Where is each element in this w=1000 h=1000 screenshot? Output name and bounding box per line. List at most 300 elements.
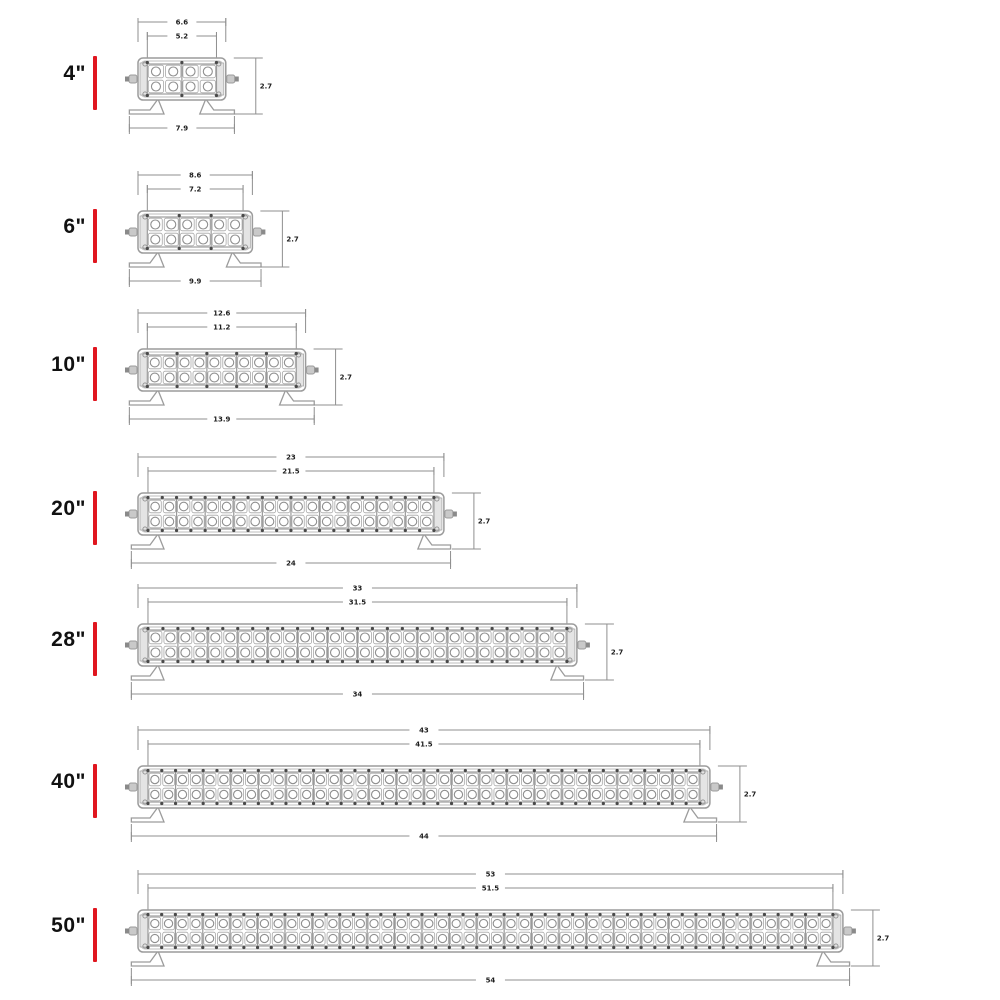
screw-dot <box>326 802 329 805</box>
screw-dot <box>375 529 378 532</box>
screw-dot <box>229 946 232 949</box>
screw-dot <box>206 627 209 630</box>
screw-dot <box>461 946 464 949</box>
screw-dot <box>271 802 274 805</box>
dim-height-label: 2.7 <box>610 648 624 657</box>
screw-dot <box>489 946 492 949</box>
size-label: 40" <box>51 770 86 793</box>
screw-dot <box>431 627 434 630</box>
screw-dot <box>160 946 163 949</box>
dim-mount-width-label: 24 <box>286 559 296 568</box>
screw-dot <box>338 913 341 916</box>
dim-lens-width <box>147 32 216 41</box>
dim-height <box>851 910 890 966</box>
screw-dot <box>175 529 178 532</box>
screw-dot <box>304 529 307 532</box>
screw-dot <box>318 496 321 499</box>
screw-dot <box>598 946 601 949</box>
screw-dot <box>653 913 656 916</box>
screw-dot <box>256 946 259 949</box>
screw-dot <box>160 769 163 772</box>
screw-dot <box>432 496 435 499</box>
mount-feet <box>131 807 716 822</box>
lightbar-row-40 <box>0 447 1000 587</box>
screw-dot <box>653 946 656 949</box>
screw-dot <box>326 627 329 630</box>
side-bolt-tip-left <box>125 785 129 790</box>
screw-dot <box>367 769 370 772</box>
screw-dot <box>340 769 343 772</box>
screw-dot <box>312 769 315 772</box>
dim-lens-width-label: 7.2 <box>188 185 202 194</box>
screw-dot <box>210 214 213 217</box>
lightbar-drawing <box>0 447 1000 587</box>
screw-dot <box>205 352 208 355</box>
screw-dot <box>420 946 423 949</box>
screw-dot <box>347 496 350 499</box>
side-bolt-right <box>253 228 261 236</box>
screw-dot <box>295 385 298 388</box>
screw-dot <box>311 660 314 663</box>
screw-dot <box>178 214 181 217</box>
side-bolt-right <box>307 366 315 374</box>
dim-mount-width <box>129 124 234 133</box>
screw-dot <box>146 385 149 388</box>
screw-dot <box>174 946 177 949</box>
screw-dot <box>505 660 508 663</box>
side-bolt-tip-right <box>453 512 457 517</box>
screw-dot <box>585 913 588 916</box>
screw-dot <box>356 660 359 663</box>
led-grid <box>146 496 435 532</box>
screw-dot <box>289 529 292 532</box>
screw-dot <box>409 802 412 805</box>
dim-height <box>314 349 353 405</box>
dim-top-width <box>138 18 226 27</box>
screw-dot <box>210 247 213 250</box>
screw-dot <box>432 529 435 532</box>
screw-dot <box>146 352 149 355</box>
screw-dot <box>242 946 245 949</box>
dim-top-width-label: 43 <box>419 726 429 735</box>
screw-dot <box>311 946 314 949</box>
screw-dot <box>657 769 660 772</box>
screw-dot <box>574 769 577 772</box>
dim-mount-width <box>131 559 450 568</box>
screw-dot <box>681 913 684 916</box>
screw-dot <box>616 769 619 772</box>
screw-dot <box>671 802 674 805</box>
led-grid <box>146 214 245 250</box>
screw-dot <box>284 769 287 772</box>
screw-dot <box>353 802 356 805</box>
screw-dot <box>347 529 350 532</box>
screw-dot <box>708 946 711 949</box>
screw-dot <box>257 769 260 772</box>
side-bolt-left <box>129 228 137 236</box>
screw-dot <box>266 660 269 663</box>
side-bolt-tip-right <box>235 77 239 82</box>
dim-height-label: 2.7 <box>339 373 352 382</box>
dim-lens-width <box>148 884 833 893</box>
screw-dot <box>191 660 194 663</box>
screw-dot <box>464 769 467 772</box>
screw-dot <box>146 627 149 630</box>
screw-dot <box>516 946 519 949</box>
screw-dot <box>215 946 218 949</box>
dim-top-width-label: 8.6 <box>188 171 202 180</box>
mount-feet <box>129 390 314 405</box>
screw-dot <box>450 802 453 805</box>
screw-dot <box>503 946 506 949</box>
screw-dot <box>221 627 224 630</box>
screw-dot <box>176 385 179 388</box>
screw-dot <box>763 913 766 916</box>
screw-dot <box>160 802 163 805</box>
screw-dot <box>178 247 181 250</box>
screw-dot <box>160 913 163 916</box>
screw-dot <box>266 627 269 630</box>
screw-dot <box>289 496 292 499</box>
screw-dot <box>505 627 508 630</box>
screw-dot <box>763 946 766 949</box>
screw-dot <box>232 496 235 499</box>
screw-dot <box>420 913 423 916</box>
screw-dot <box>694 946 697 949</box>
screw-dot <box>215 61 218 64</box>
screw-dot <box>476 660 479 663</box>
lightbar-drawing <box>0 578 1000 718</box>
screw-dot <box>146 802 149 805</box>
screw-dot <box>215 913 218 916</box>
screw-dot <box>461 627 464 630</box>
side-bolt-tip-right <box>315 368 319 373</box>
screw-dot <box>175 496 178 499</box>
screw-dot <box>790 913 793 916</box>
screw-dot <box>616 802 619 805</box>
screw-dot <box>366 946 369 949</box>
dim-mount-width <box>131 690 583 699</box>
screw-dot <box>295 352 298 355</box>
screw-dot <box>749 913 752 916</box>
dim-top-width-label: 53 <box>485 870 496 879</box>
screw-dot <box>215 802 218 805</box>
screw-dot <box>574 802 577 805</box>
side-bolt-tip-right <box>586 643 590 648</box>
screw-dot <box>407 946 410 949</box>
screw-dot <box>393 913 396 916</box>
screw-dot <box>304 496 307 499</box>
screw-dot <box>533 769 536 772</box>
screw-dot <box>176 660 179 663</box>
screw-dot <box>204 529 207 532</box>
screw-dot <box>694 913 697 916</box>
lightbar-drawing <box>0 165 1000 305</box>
dim-lens-width <box>147 323 296 332</box>
dim-lens-width-label: 31.5 <box>348 598 367 607</box>
screw-dot <box>270 913 273 916</box>
lightbar-row-56 <box>0 578 1000 718</box>
screw-dot <box>685 802 688 805</box>
screw-dot <box>588 769 591 772</box>
dim-lens-width-label: 11.2 <box>213 323 231 332</box>
dim-mount-width-label: 7.9 <box>175 124 189 133</box>
dim-top-width <box>138 870 843 879</box>
dim-height <box>585 624 624 680</box>
screw-dot <box>381 769 384 772</box>
dim-height <box>452 493 491 549</box>
dim-lens-width-label: 21.5 <box>282 467 300 476</box>
screw-dot <box>389 529 392 532</box>
screw-dot <box>146 247 149 250</box>
screw-dot <box>187 913 190 916</box>
led-grid <box>146 769 701 805</box>
screw-dot <box>818 913 821 916</box>
screw-dot <box>434 946 437 949</box>
side-bolt-left <box>129 783 137 791</box>
screw-dot <box>257 802 260 805</box>
screw-dot <box>204 496 207 499</box>
size-label: 4" <box>63 62 86 85</box>
size-label: 20" <box>51 497 86 520</box>
dim-mount-width-label: 13.9 <box>213 415 231 424</box>
dim-lens-width <box>148 740 700 749</box>
screw-dot <box>284 802 287 805</box>
screw-dot <box>379 946 382 949</box>
screw-dot <box>533 802 536 805</box>
screw-dot <box>161 627 164 630</box>
screw-dot <box>389 496 392 499</box>
screw-dot <box>401 660 404 663</box>
side-bolt-tip-left <box>125 368 129 373</box>
screw-dot <box>202 769 205 772</box>
screw-dot <box>790 946 793 949</box>
lightbar-row-20 <box>0 303 1000 443</box>
dim-height-label: 2.7 <box>477 517 491 526</box>
screw-dot <box>612 946 615 949</box>
side-bolt-tip-left <box>125 512 129 517</box>
screw-dot <box>404 529 407 532</box>
screw-dot <box>550 660 553 663</box>
screw-dot <box>685 769 688 772</box>
screw-dot <box>371 627 374 630</box>
screw-dot <box>571 946 574 949</box>
dim-lens-width <box>148 467 434 476</box>
screw-dot <box>407 913 410 916</box>
lightbar-drawing <box>0 303 1000 443</box>
screw-dot <box>643 802 646 805</box>
screw-dot <box>205 385 208 388</box>
screw-dot <box>311 627 314 630</box>
screw-dot <box>338 946 341 949</box>
screw-dot <box>201 946 204 949</box>
screw-dot <box>434 913 437 916</box>
dim-top-width-label: 12.6 <box>213 309 231 318</box>
screw-dot <box>585 946 588 949</box>
screw-dot <box>232 529 235 532</box>
dim-height <box>234 58 273 114</box>
side-bolt-right <box>227 75 235 83</box>
screw-dot <box>146 496 149 499</box>
screw-dot <box>491 627 494 630</box>
screw-dot <box>246 496 249 499</box>
mount-feet <box>131 534 450 549</box>
side-bolt-right <box>445 510 453 518</box>
screw-dot <box>395 802 398 805</box>
screw-dot <box>626 913 629 916</box>
screw-dot <box>146 660 149 663</box>
screw-dot <box>667 946 670 949</box>
screw-dot <box>401 627 404 630</box>
screw-dot <box>341 627 344 630</box>
screw-dot <box>519 769 522 772</box>
screw-dot <box>565 660 568 663</box>
screw-dot <box>831 913 834 916</box>
dim-lens-width <box>147 185 243 194</box>
screw-dot <box>176 352 179 355</box>
screw-dot <box>393 946 396 949</box>
screw-dot <box>547 769 550 772</box>
screw-dot <box>215 769 218 772</box>
screw-dot <box>436 769 439 772</box>
dim-mount-width-label: 54 <box>485 976 496 985</box>
screw-dot <box>571 913 574 916</box>
screw-dot <box>450 769 453 772</box>
screw-dot <box>146 529 149 532</box>
screw-dot <box>395 769 398 772</box>
side-bolt-left <box>129 75 137 83</box>
screw-dot <box>416 660 419 663</box>
screw-dot <box>265 352 268 355</box>
dim-mount-width <box>129 277 261 286</box>
side-bolt-tip-right <box>719 785 723 790</box>
screw-dot <box>361 529 364 532</box>
screw-dot <box>191 627 194 630</box>
screw-dot <box>475 913 478 916</box>
screw-dot <box>557 946 560 949</box>
screw-dot <box>312 802 315 805</box>
screw-dot <box>161 660 164 663</box>
screw-dot <box>311 913 314 916</box>
screw-dot <box>544 913 547 916</box>
screw-dot <box>318 529 321 532</box>
screw-dot <box>503 913 506 916</box>
screw-dot <box>366 913 369 916</box>
screw-dot <box>491 769 494 772</box>
screw-dot <box>381 802 384 805</box>
dim-top-width-label: 23 <box>286 453 296 462</box>
mount-feet <box>129 252 261 267</box>
screw-dot <box>516 913 519 916</box>
screw-dot <box>643 769 646 772</box>
screw-dot <box>352 913 355 916</box>
screw-dot <box>409 769 412 772</box>
side-bolt-tip-left <box>125 643 129 648</box>
screw-dot <box>326 660 329 663</box>
screw-dot <box>356 627 359 630</box>
screw-dot <box>422 769 425 772</box>
dim-mount-width <box>131 832 716 841</box>
screw-dot <box>229 769 232 772</box>
dim-top-width-label: 33 <box>352 584 363 593</box>
screw-dot <box>560 802 563 805</box>
screw-dot <box>735 946 738 949</box>
screw-dot <box>281 627 284 630</box>
dim-mount-width-label: 44 <box>419 832 429 841</box>
lightbar-drawing <box>0 864 1000 1000</box>
led-grid <box>146 627 568 663</box>
screw-dot <box>818 946 821 949</box>
screw-dot <box>174 802 177 805</box>
side-bolt-tip-left <box>125 77 129 82</box>
screw-dot <box>475 946 478 949</box>
screw-dot <box>491 660 494 663</box>
screw-dot <box>519 802 522 805</box>
dim-lens-width <box>148 598 567 607</box>
lightbar-drawing <box>0 12 1000 152</box>
lightbar-drawing <box>0 720 1000 860</box>
dim-mount-width-label: 34 <box>352 690 363 699</box>
screw-dot <box>588 802 591 805</box>
screw-dot <box>256 913 259 916</box>
screw-dot <box>332 529 335 532</box>
screw-dot <box>640 946 643 949</box>
screw-dot <box>174 769 177 772</box>
dim-height <box>718 766 757 822</box>
screw-dot <box>298 802 301 805</box>
screw-dot <box>251 660 254 663</box>
screw-dot <box>146 913 149 916</box>
screw-dot <box>422 802 425 805</box>
screw-dot <box>371 660 374 663</box>
dim-top-width <box>138 309 306 318</box>
screw-dot <box>681 946 684 949</box>
screw-dot <box>265 385 268 388</box>
screw-dot <box>229 802 232 805</box>
screw-dot <box>146 61 149 64</box>
screw-dot <box>520 627 523 630</box>
screw-dot <box>180 94 183 97</box>
screw-dot <box>281 660 284 663</box>
screw-dot <box>629 802 632 805</box>
screw-dot <box>361 496 364 499</box>
screw-dot <box>229 913 232 916</box>
dim-height-label: 2.7 <box>743 790 757 799</box>
screw-dot <box>667 913 670 916</box>
screw-dot <box>251 627 254 630</box>
screw-dot <box>188 802 191 805</box>
side-bolt-left <box>129 927 137 935</box>
screw-dot <box>236 627 239 630</box>
dim-top-width-label: 6.6 <box>175 18 189 27</box>
screw-dot <box>275 496 278 499</box>
screw-dot <box>640 913 643 916</box>
mount-feet <box>131 665 583 680</box>
screw-dot <box>243 769 246 772</box>
screw-dot <box>777 913 780 916</box>
dim-top-width <box>138 726 710 735</box>
screw-dot <box>777 946 780 949</box>
screw-dot <box>557 913 560 916</box>
mount-feet <box>129 99 234 114</box>
screw-dot <box>188 769 191 772</box>
screw-dot <box>461 913 464 916</box>
screw-dot <box>241 247 244 250</box>
screw-dot <box>722 913 725 916</box>
screw-dot <box>464 802 467 805</box>
screw-dot <box>298 769 301 772</box>
size-label: 6" <box>63 215 86 238</box>
